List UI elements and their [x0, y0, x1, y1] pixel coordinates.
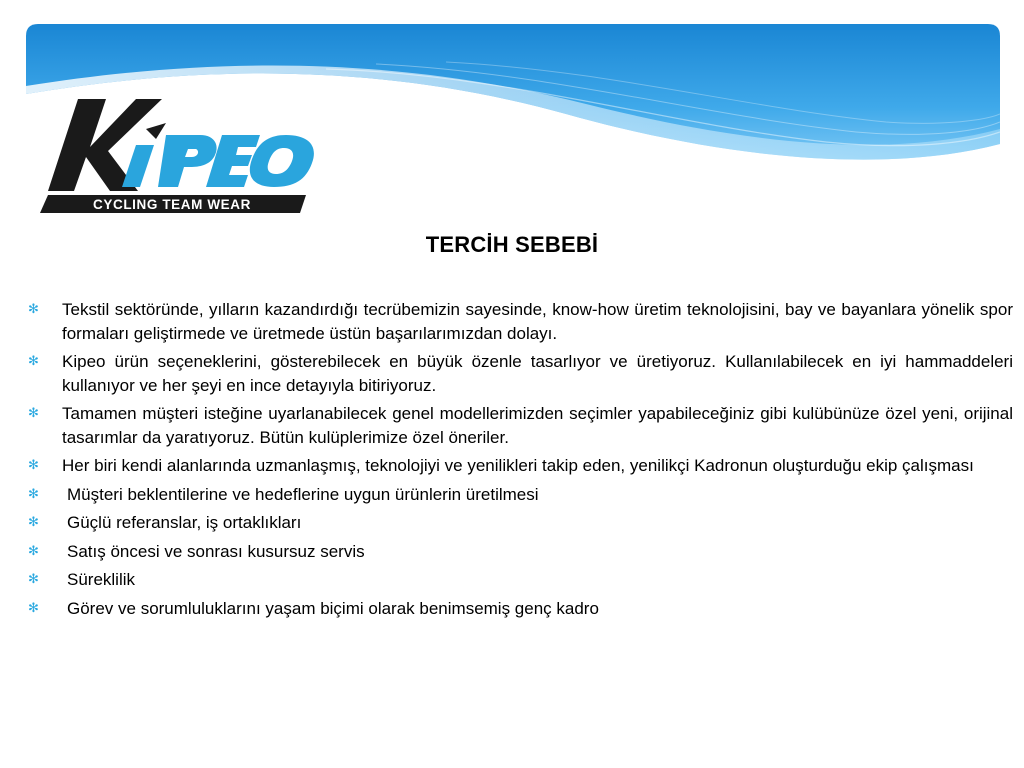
- list-item: [28, 511, 1013, 535]
- list-item: [28, 298, 1013, 345]
- kipeo-logo: [38, 95, 328, 217]
- list-item-text: Müşteri beklentilerine ve hedeflerine uygun ürünlerin üretilmesi: [67, 484, 539, 504]
- page-title: TERCİH SEBEBİ: [425, 232, 599, 257]
- list-item: [28, 350, 1013, 397]
- asterisk-bullet-icon: ✻: [28, 542, 39, 558]
- asterisk-bullet-icon: ✻: [28, 514, 39, 529]
- asterisk-bullet-icon: ✻: [28, 405, 39, 420]
- list-item-text: Süreklilik: [67, 570, 136, 589]
- logo-tagline: CYCLING TEAM WEAR: [93, 197, 251, 212]
- asterisk-bullet-icon: ✻: [28, 457, 39, 472]
- list-item-text: Tekstil sektöründe, yılların kazandırdığı tecrübemizin sayesinde, know-how üretim teknolojisini, bay ve bayanlara yönelik spor formaları geliştirmede ve üretmede üstün başarılarımızdan dolayı.: [62, 300, 1013, 343]
- list-item: [28, 568, 1013, 592]
- list-item: [28, 597, 1013, 621]
- list-item-text: Satış öncesi ve sonrası kusursuz servis: [67, 541, 365, 561]
- list-item-text: Görev ve sorumluluklarını yaşam biçimi olarak benimsemiş genç kadro: [67, 598, 599, 618]
- list-item: [28, 402, 1013, 449]
- list-item: [28, 483, 1013, 507]
- list-item: [28, 454, 1013, 478]
- asterisk-bullet-icon: ✻: [28, 301, 39, 316]
- asterisk-bullet-icon: ✻: [28, 599, 39, 615]
- asterisk-bullet-icon: ✻: [28, 571, 39, 586]
- asterisk-bullet-icon: ✻: [28, 353, 39, 368]
- list-item-text: Tamamen müşteri isteğine uyarlanabilecek genel modellerimizden seçimler yapabileceğiniz gibi kulübünüze özel yeni, orijinal tasarımlar da yaratıyoruz. Bütün kulüplerimize özel öneriler.: [62, 404, 1013, 447]
- list-item: [28, 540, 1013, 564]
- asterisk-bullet-icon: ✻: [28, 485, 39, 501]
- list-item-text: Her biri kendi alanlarında uzmanlaşmış, teknolojiyi ve yenilikleri takip eden, yenilikçi Kadronun oluşturduğu ekip çalışması: [62, 456, 974, 475]
- list-item-text: Güçlü referanslar, iş ortaklıkları: [67, 513, 302, 532]
- list-item-text: Kipeo ürün seçeneklerini, gösterebilecek en büyük özenle tasarlıyor ve üretiyoruz. Kullanılabilecek en iyi hammaddeleri kullanıyor ve her şeyi en ince detayıyla bitiriyoruz.: [62, 352, 1013, 395]
- bullet-list: [28, 298, 1013, 625]
